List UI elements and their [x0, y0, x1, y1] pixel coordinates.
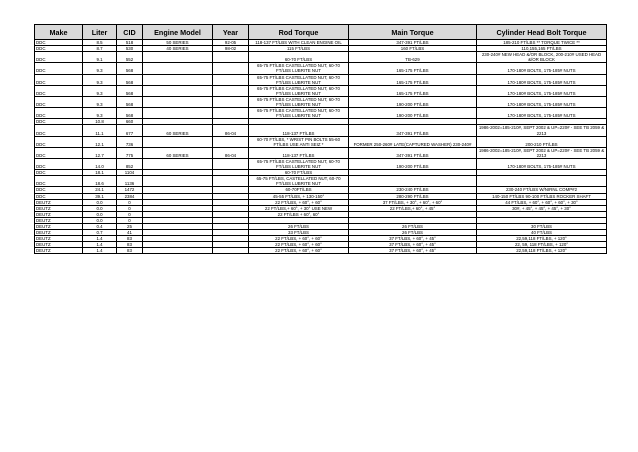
make-cell: DDC — [35, 46, 83, 52]
header-row — [35, 25, 607, 40]
liter-cell: 1.4 — [83, 248, 117, 254]
liter-cell: 9.3 — [83, 96, 117, 107]
year-cell — [213, 63, 249, 74]
make-cell: DEUTZ — [35, 230, 83, 236]
liter-cell: 0.0 — [83, 205, 117, 211]
rod-torque-cell: 60-70 FT/LBS — [249, 170, 349, 176]
make-cell: DEUTZ — [35, 236, 83, 242]
cid-cell: 552 — [117, 52, 143, 63]
cid-cell: 568 — [117, 96, 143, 107]
head-bolt-torque-cell: 40 FT/LBS — [477, 230, 607, 236]
head-bolt-torque-cell: 230-240# NEW HEAD &/OR BLOCK, 200-210# USED HEAD &/OR BLOCK — [477, 52, 607, 63]
head-bolt-torque-cell: 22, 59, 118 FT/LBS, + 120° — [477, 242, 607, 248]
engine-model-cell — [143, 52, 213, 63]
main-torque-cell: 347-391 FT/LBS — [349, 147, 477, 158]
rod-torque-cell: 65-75 FT/LBS, CASTELLATED NUT, 60-70 FT/LBS LUBRITE NUT — [249, 176, 349, 187]
liter-cell: 18.1 — [83, 170, 117, 176]
cid-cell: 660 — [117, 119, 143, 125]
year-cell — [213, 248, 249, 254]
header-year: Year — [213, 25, 249, 40]
make-cell: DDC — [35, 40, 83, 46]
rod-torque-cell: 22 FT/LBS,+ 60°, + 30° USE NEW — [249, 205, 349, 211]
rod-torque-cell: 22 FT/LBS, + 60°, + 60° — [249, 242, 349, 248]
cid-cell: 677 — [117, 125, 143, 136]
make-cell: DDC — [35, 74, 83, 85]
head-bolt-torque-cell: 230-240 FT/LBS W/NIRNL COMP#2 — [477, 187, 607, 193]
make-cell: DDC — [35, 108, 83, 119]
engine-model-cell — [143, 85, 213, 96]
cid-cell: 518 — [117, 40, 143, 46]
make-cell: DDC — [35, 119, 83, 125]
cid-cell: 0 — [117, 205, 143, 211]
main-torque-cell: 230-240 FT/LBS — [349, 187, 477, 193]
liter-cell: 8.5 — [83, 40, 117, 46]
main-torque-cell: 190-200 FT/LBS — [349, 158, 477, 169]
rod-torque-cell: 65-75 FT/LBS CASTELLATED NUT, 60-70 FT/LBS LUBRITE NUT — [249, 74, 349, 85]
rod-torque-cell: 60-70 FT/LBS, * WRIST PIN BOLTS 55-60 FT/LBS USE ANTI SEIZ * — [249, 136, 349, 147]
liter-cell: 0.4 — [83, 224, 117, 230]
make-cell: DDC — [35, 193, 83, 199]
cid-cell: 0 — [117, 211, 143, 217]
liter-cell: 0.0 — [83, 211, 117, 217]
main-torque-cell: 37 FT/LBS, + 60°, + 45° — [349, 236, 477, 242]
cid-cell: 83 — [117, 248, 143, 254]
make-cell: DEUTZ — [35, 248, 83, 254]
header-main-torque: Main Torque — [349, 25, 477, 40]
head-bolt-torque-cell: 1986-2002=185-210#, SEPT 2002 & UP=220# - SEE TB 2059 & 2213 — [477, 147, 607, 158]
cid-cell: 83 — [117, 236, 143, 242]
head-bolt-torque-cell: 170-180# BOLTS, 175-185# NUTS — [477, 85, 607, 96]
liter-cell: 14.0 — [83, 158, 117, 169]
rod-torque-cell: 118-137 FT/LBS — [249, 125, 349, 136]
table-row — [35, 63, 607, 74]
cid-cell: 1104 — [117, 170, 143, 176]
liter-cell: 9.1 — [83, 52, 117, 63]
head-bolt-torque-cell: 185-210 FT/LBS ** TORQUE TWICE ** — [477, 40, 607, 46]
main-torque-cell: 22 FT/LBS,+ 60°, + 45° — [349, 205, 477, 211]
liter-cell: 39.1 — [83, 193, 117, 199]
main-torque-cell: TB-629 — [349, 52, 477, 63]
make-cell: DDC — [35, 125, 83, 136]
make-cell: DEUTZ — [35, 224, 83, 230]
table-row — [35, 248, 607, 254]
make-cell: DEUTZ — [35, 217, 83, 223]
table-body — [35, 40, 607, 254]
head-bolt-torque-cell: 110,155,165 FT/LBS — [477, 46, 607, 52]
make-cell: DDC — [35, 136, 83, 147]
engine-model-cell — [143, 136, 213, 147]
header-cid: CID — [117, 25, 143, 40]
engine-model-cell — [143, 248, 213, 254]
head-bolt-torque-cell: 170-180# BOLTS, 175-185# NUTS — [477, 158, 607, 169]
main-torque-cell: FORMER 250-260# LATE(CAPTURED WASHER) 230-240# — [349, 136, 477, 147]
rod-torque-cell: 65-75 FT/LBS CASTELLATED NUT, 60-70 FT/LBS LUBRITE NUT — [249, 108, 349, 119]
engine-model-cell — [143, 96, 213, 107]
year-cell — [213, 85, 249, 96]
rod-torque-cell: 60-70FT/LBS — [249, 187, 349, 193]
rod-torque-cell: 33 FT/LBS — [249, 230, 349, 236]
liter-cell: 0.7 — [83, 230, 117, 236]
liter-cell: 0.0 — [83, 217, 117, 223]
main-torque-cell: 37 FT/LBS, + 60°, + 45° — [349, 248, 477, 254]
year-cell: 98-02 — [213, 46, 249, 52]
make-cell: DDC — [35, 176, 83, 187]
rod-torque-cell: 65-75 FT/LBS CASTELLATED NUT, 60-70 FT/LBS LUBRITE NUT — [249, 63, 349, 74]
cid-cell: 736 — [117, 136, 143, 147]
rod-torque-cell: 65-75 FT/LBS CASTELLATED NUT, 60-70 FT/LBS LUBRITE NUT — [249, 158, 349, 169]
cid-cell: 568 — [117, 85, 143, 96]
head-bolt-torque-cell: 170-180# BOLTS, 175-185# NUTS — [477, 63, 607, 74]
make-cell: DDC — [35, 96, 83, 107]
make-cell: DDC — [35, 170, 83, 176]
make-cell: DDC — [35, 85, 83, 96]
liter-cell: 9.3 — [83, 74, 117, 85]
cid-cell: 568 — [117, 63, 143, 74]
table-row — [35, 85, 607, 96]
head-bolt-torque-cell: 44 FT/LBS, + 60°, + 60°, + 60°, + 30° — [477, 199, 607, 205]
year-cell: 92-05 — [213, 40, 249, 46]
main-torque-cell: 37 FT/LBS, + 30°, + 60°, + 60° — [349, 199, 477, 205]
header-make: Make — [35, 25, 83, 40]
make-cell: DEUTZ — [35, 242, 83, 248]
year-cell — [213, 176, 249, 187]
liter-cell: 0.0 — [83, 199, 117, 205]
engine-model-cell — [143, 158, 213, 169]
cid-cell: 25 — [117, 224, 143, 230]
cid-cell: 2384 — [117, 193, 143, 199]
rod-torque-cell: 22 FT/LBS, + 60°, + 60° — [249, 248, 349, 254]
head-bolt-torque-cell: 170-180# BOLTS, 175-185# NUTS — [477, 108, 607, 119]
cid-cell: 1472 — [117, 187, 143, 193]
head-bolt-torque-cell: 170-180# BOLTS, 175-185# NUTS — [477, 96, 607, 107]
main-torque-cell: 190-200 FT/LBS — [349, 108, 477, 119]
table-row — [35, 108, 607, 119]
header-engine-model: Engine Model — [143, 25, 213, 40]
year-cell — [213, 74, 249, 85]
year-cell — [213, 96, 249, 107]
liter-cell: 24.1 — [83, 187, 117, 193]
year-cell: 86-04 — [213, 147, 249, 158]
rod-torque-cell: 65-75 FT/LBS CASTELLATED NUT, 60-70 FT/LBS LUBRITE NUT — [249, 85, 349, 96]
head-bolt-torque-cell — [477, 176, 607, 187]
main-torque-cell: 37 FT/LBS, + 60°, + 45° — [349, 242, 477, 248]
liter-cell: 9.3 — [83, 63, 117, 74]
engine-model-cell: 60 SERIES — [143, 125, 213, 136]
liter-cell: 11.1 — [83, 125, 117, 136]
head-bolt-torque-cell: 22,59,118 FT/LBS, + 120° — [477, 248, 607, 254]
engine-model-cell — [143, 63, 213, 74]
head-bolt-torque-cell: 30#, + 45°, + 45°, + 45°, + 30° — [477, 205, 607, 211]
make-cell: DDC — [35, 52, 83, 63]
table-row — [35, 96, 607, 107]
table-row — [35, 125, 607, 136]
table-row — [35, 74, 607, 85]
rod-torque-cell: 60-70 FT/LBS — [249, 52, 349, 63]
main-torque-cell: 165-175 FT/LBS — [349, 85, 477, 96]
engine-model-cell — [143, 74, 213, 85]
rod-torque-cell: 65-75 FT/LBS CASTELLATED NUT, 60-70 FT/LBS LUBRITE NUT — [249, 96, 349, 107]
make-cell: DEUTZ — [35, 211, 83, 217]
rod-torque-cell: 45-55 FT/LBS, + 130-150° — [249, 193, 349, 199]
liter-cell: 10.8 — [83, 119, 117, 125]
liter-cell: 12.7 — [83, 147, 117, 158]
main-torque-cell — [349, 176, 477, 187]
header-rod-torque: Rod Torque — [249, 25, 349, 40]
liter-cell: 18.6 — [83, 176, 117, 187]
year-cell — [213, 136, 249, 147]
cid-cell: 41 — [117, 230, 143, 236]
rod-torque-cell: 118-137 FT/LBS WITH CLEAN ENGINE OIL — [249, 40, 349, 46]
cid-cell: 568 — [117, 74, 143, 85]
head-bolt-torque-cell: 140-150 FT/LBS 90-100 FT/LBS ROCKER SHAFT — [477, 193, 607, 199]
cid-cell: 530 — [117, 46, 143, 52]
liter-cell: 1.4 — [83, 236, 117, 242]
main-torque-cell: 347-391 FT/LBS — [349, 125, 477, 136]
liter-cell: 1.4 — [83, 242, 117, 248]
cid-cell: 0 — [117, 217, 143, 223]
year-cell — [213, 158, 249, 169]
make-cell: DDC — [35, 147, 83, 158]
header-cylinder-head-bolt-torque: Cylinder Head Bolt Torque — [477, 25, 607, 40]
head-bolt-torque-cell: 200-210 FT/LBS — [477, 136, 607, 147]
year-cell — [213, 52, 249, 63]
rod-torque-cell: 22 FT/LBS + 60°, 60° — [249, 211, 349, 217]
cid-cell: 775 — [117, 147, 143, 158]
make-cell: DEUTZ — [35, 205, 83, 211]
torque-table — [34, 24, 607, 254]
cid-cell: 1136 — [117, 176, 143, 187]
head-bolt-torque-cell: 170-180# BOLTS, 175-185# NUTS — [477, 74, 607, 85]
main-torque-cell: 347-391 FT/LBS — [349, 40, 477, 46]
liter-cell: 9.3 — [83, 108, 117, 119]
make-cell: DEUTZ — [35, 199, 83, 205]
make-cell: DDC — [35, 187, 83, 193]
main-torque-cell: 165-175 FT/LBS — [349, 63, 477, 74]
engine-model-cell: 50 SERIES — [143, 40, 213, 46]
rod-torque-cell: 26 FT/LBS — [249, 224, 349, 230]
head-bolt-torque-cell: 30 FT/LBS — [477, 224, 607, 230]
table-row — [35, 158, 607, 169]
rod-torque-cell: 118-137 FT/LBS — [249, 147, 349, 158]
engine-model-cell: 40 SERIES — [143, 46, 213, 52]
year-cell — [213, 108, 249, 119]
torque-spec-sheet — [34, 24, 606, 254]
table-row — [35, 176, 607, 187]
table-row — [35, 136, 607, 147]
cid-cell: 852 — [117, 158, 143, 169]
liter-cell: 9.3 — [83, 85, 117, 96]
main-torque-cell: 165-175 FT/LBS — [349, 74, 477, 85]
cid-cell: 0 — [117, 199, 143, 205]
head-bolt-torque-cell: 22,59,118 FT/LBS, + 120° — [477, 236, 607, 242]
year-cell: 86-04 — [213, 125, 249, 136]
liter-cell: 8.7 — [83, 46, 117, 52]
cid-cell: 568 — [117, 108, 143, 119]
rod-torque-cell: 115 FT/LBS — [249, 46, 349, 52]
make-cell: DDC — [35, 158, 83, 169]
rod-torque-cell: 22 FT/LBS, + 60°, + 60° — [249, 236, 349, 242]
main-torque-cell: 190-200 FT/LBS — [349, 96, 477, 107]
main-torque-cell: 26 FT/LBS — [349, 224, 477, 230]
engine-model-cell: 60 SERIES — [143, 147, 213, 158]
header-liter: Liter — [83, 25, 117, 40]
table-row — [35, 147, 607, 158]
rod-torque-cell: 22 FT/LBS, + 60°, + 60° — [249, 199, 349, 205]
liter-cell: 12.1 — [83, 136, 117, 147]
cid-cell: 83 — [117, 242, 143, 248]
table-row — [35, 52, 607, 63]
main-torque-cell: 26 FT/LBS — [349, 230, 477, 236]
engine-model-cell — [143, 108, 213, 119]
engine-model-cell — [143, 176, 213, 187]
make-cell: DDC — [35, 63, 83, 74]
head-bolt-torque-cell: 1986-2002=185-210#, SEPT 2002 & UP=220# - SEE TB 2059 & 2213 — [477, 125, 607, 136]
main-torque-cell: 280-290 FT/LBS — [349, 193, 477, 199]
main-torque-cell: 160 FT/LBS — [349, 46, 477, 52]
